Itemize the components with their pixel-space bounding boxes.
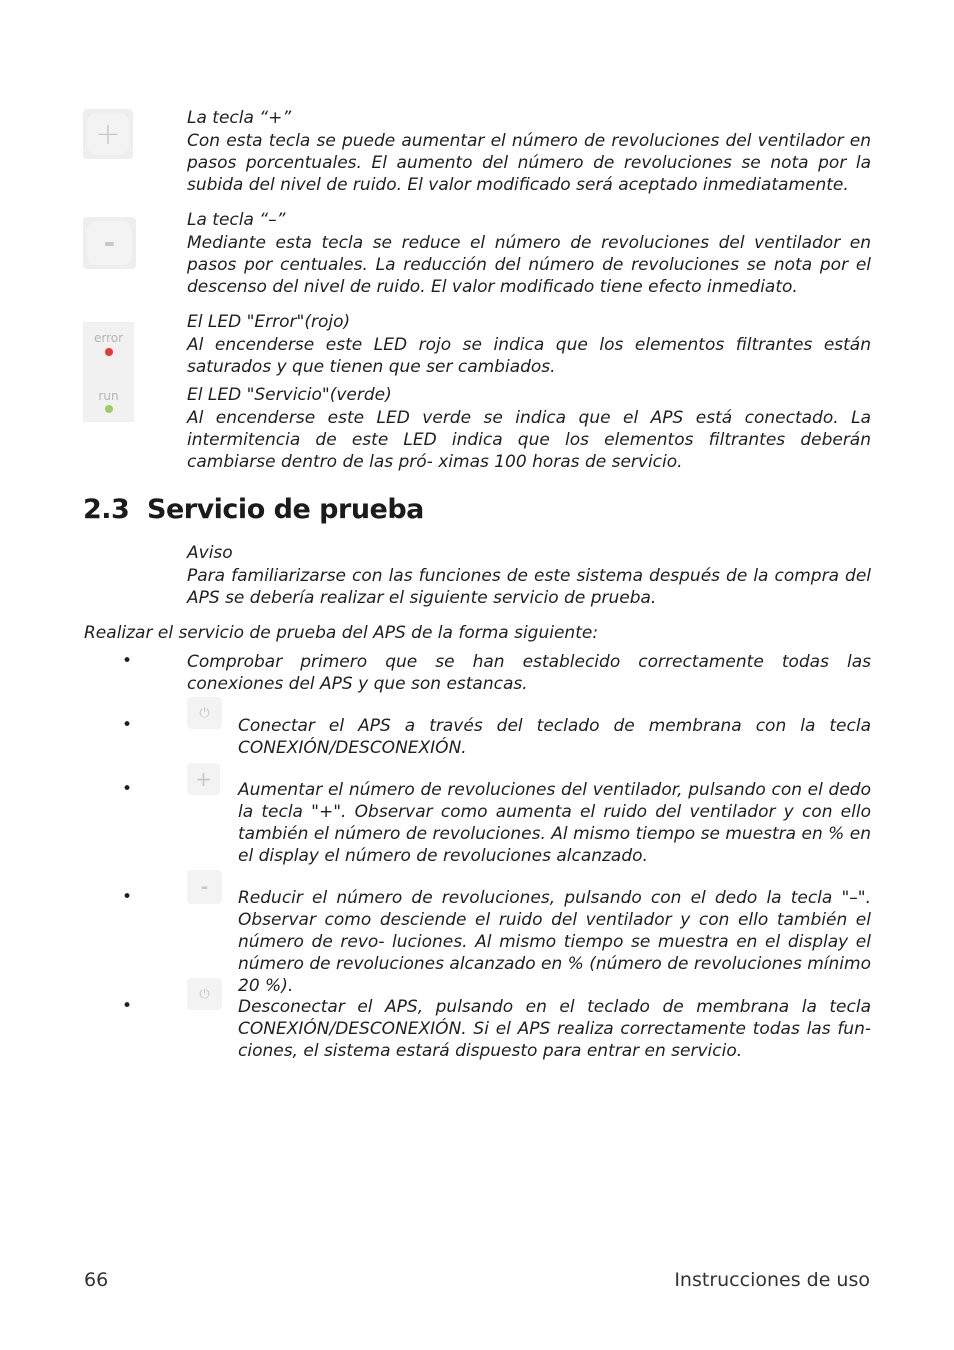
run-led-label: run — [98, 389, 119, 403]
notice-title: Aviso — [187, 543, 233, 563]
step-3-text: Aumentar el número de revoluciones del ventilador, pulsando con el dedo la tecla "+". Observar como aumenta el ruido del ventilador y con ello también el número de revoluciones. Al mismo tiempo se muestra en % en el display el número de revoluciones alcanzado. — [238, 780, 871, 866]
minus-key-description: Mediante esta tecla se reduce el número de revoluciones del ventilador en pasos por centuales. La reducción del número de revoluciones se nota por el descenso del nivel de ruido. El valor modificado tiene efecto inmediato. — [187, 233, 871, 297]
notice-text: Para familiarizarse con las funciones de este sistema después de la compra del APS se debería realizar el siguiente servicio de prueba. — [187, 566, 871, 608]
power-key-icon: ⏻ — [187, 697, 222, 729]
minus-key-small-icon: - — [187, 870, 222, 904]
error-led-label: error — [93, 331, 124, 345]
bullet: • — [122, 779, 133, 799]
minus-key-title: La tecla “–” — [187, 210, 286, 230]
plus-key-title: La tecla “+” — [187, 108, 292, 128]
section-title: Servicio de prueba — [147, 494, 424, 525]
footer-doc-title: Instrucciones de uso — [674, 1269, 870, 1291]
error-led-icon — [105, 348, 113, 356]
power-key-icon: ⏻ — [187, 978, 222, 1010]
run-led-description: Al encenderse este LED verde se indica que el APS está conectado. La intermitencia de este LED indica que los elementos filtrantes deberán cambiarse dentro de las pró- ximas 100 horas de servicio. — [187, 408, 871, 472]
error-led-title: El LED "Error"(rojo) — [187, 312, 351, 332]
error-led-description: Al encenderse este LED rojo se indica que los elementos filtrantes están saturados y que tienen que ser cambiados. — [187, 335, 871, 377]
run-led-title: El LED "Servicio"(verde) — [187, 385, 392, 405]
step-4-text: Reducir el número de revoluciones, pulsando con el dedo la tecla "–". Observar como desciende el ruido del ventilador y con ello también el número de revo- luciones. Al mismo tiempo se muestra en el display el número de revoluciones alcanzado en % (número de revoluciones mínimo 20 %). — [238, 888, 871, 996]
plus-symbol: + — [95, 116, 121, 152]
run-led-icon — [105, 405, 113, 413]
led-panel — [83, 322, 134, 422]
minus-key-icon — [83, 217, 136, 269]
bullet: • — [122, 651, 133, 671]
page-number: 66 — [84, 1269, 109, 1291]
bullet: • — [122, 996, 133, 1016]
procedure-intro: Realizar el servicio de prueba del APS de la forma siguiente: — [84, 623, 599, 643]
bullet: • — [122, 715, 133, 735]
minus-symbol: - — [103, 226, 116, 260]
section-number: 2.3 — [83, 494, 130, 525]
step-1-text: Comprobar primero que se han establecido correctamente todas las conexiones del APS y que son estancas. — [187, 652, 871, 694]
plus-key-icon — [83, 109, 133, 159]
step-5-text: Desconectar el APS, pulsando en el teclado de membrana la tecla CONEXIÓN/DESCONEXIÓN. Si el APS realiza correctamente todas las fun- ciones, el sistema estará dispuesto para entrar en servicio. — [238, 997, 871, 1061]
plus-key-description: Con esta tecla se puede aumentar el número de revoluciones del ventilador en pasos porcentuales. El aumento del número de revoluciones se nota por la subida del nivel de ruido. El valor modificado será aceptado inmediatamente. — [187, 131, 871, 195]
plus-key-small-icon: + — [187, 763, 220, 795]
bullet: • — [122, 887, 133, 907]
section-heading — [83, 494, 424, 525]
step-2-text: Conectar el APS a través del teclado de membrana con la tecla CONEXIÓN/DESCONEXIÓN. — [238, 716, 871, 758]
